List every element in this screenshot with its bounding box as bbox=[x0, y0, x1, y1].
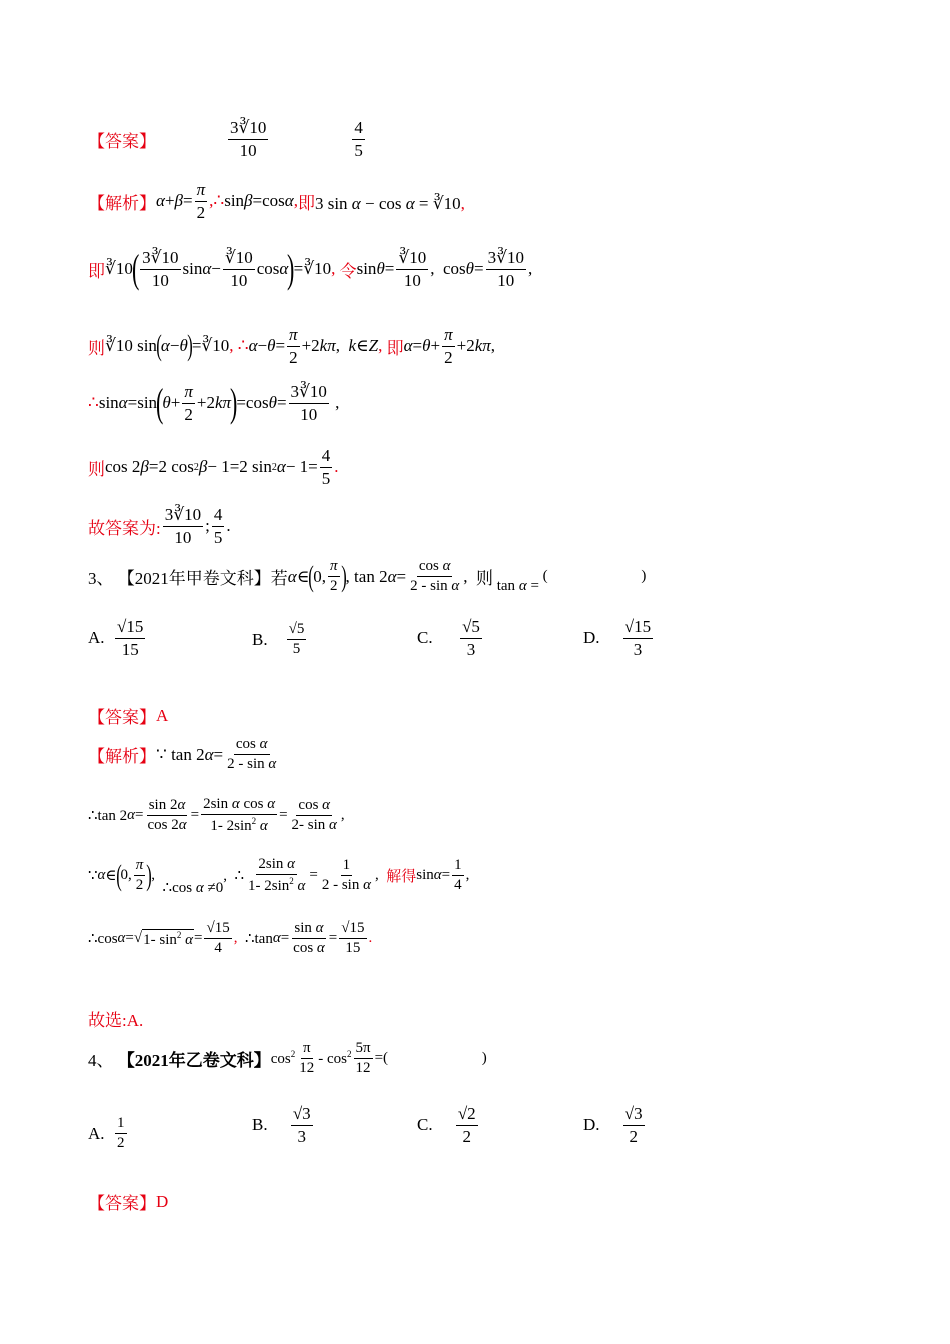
q4-option-a[interactable]: A. $\frac{1}{2}$ bbox=[88, 1115, 125, 1152]
q3-analysis-4: ∴cos α =√ 1- $\sin^2 \alpha$ = $\frac{√15}{4}$ , ∴tan α = $\frac{\text{sin α}}{\text{cos α}}$ = $\frac{√15}{15}$ . bbox=[88, 920, 373, 957]
question-4-stem: 4、 【2021年乙卷文科】 $\cos^2$ $\frac{\pi}{12}$ - $\cos^2$ $\frac{5\pi}{12}$ = ( ) bbox=[88, 1040, 487, 1077]
q3-conclusion: 故选:A. bbox=[88, 1011, 144, 1030]
q3-option-d[interactable]: D. $\frac{√15}{3}$ bbox=[583, 617, 652, 659]
q4-answer: D bbox=[156, 1191, 169, 1211]
q3-option-b[interactable]: B. $\frac{√5}{5}$ bbox=[252, 621, 305, 658]
question-3-stem: 3、 【2021年甲卷文科】 若 α ∈ ( 0, $\frac{\pi}{2}$ ) , tan 2 α = $\frac{\text{cos α}}{\text{2 - sin α}}$ , 则 tan α = ( ) bbox=[88, 558, 647, 595]
analysis-line-1-text: 即3 sin α − cos α = ∛10, bbox=[297, 193, 465, 213]
analysis-tag: 【解析】 bbox=[88, 193, 156, 213]
q3-option-c[interactable]: C. $\frac{√5}{3}$ bbox=[417, 617, 480, 659]
q4-option-b[interactable]: B. $\frac{√3}{3}$ bbox=[252, 1104, 311, 1146]
q3-option-a[interactable]: A. $\frac{√15}{15}$ bbox=[88, 617, 144, 659]
q3-answer-line: 【答案】 A bbox=[88, 705, 169, 727]
q4-option-c[interactable]: C. $\frac{√2}{2}$ bbox=[417, 1104, 476, 1146]
q3-answer: A bbox=[156, 705, 169, 725]
analysis-line-1: 【解析】 α + β = $\frac{\pi}{2}$ ,∴ sin β =cos α , 即3 sin α − cos α = ∛10, bbox=[88, 180, 465, 222]
answer-fraction-1: $\frac{3∛10}{10}$ bbox=[230, 118, 267, 160]
q4-option-d[interactable]: D. $\frac{√3}{2}$ bbox=[583, 1104, 643, 1146]
q3-analysis-2: ∴tan 2 α = $\frac{\sin 2\alpha}{\cos 2\alpha}$ = $\frac{\text{2sin α cos α}}{1- 2\sin^2 \alpha}$ = $\frac{\text{cos α}}{\text{2- sin α}}$ , bbox=[88, 796, 345, 835]
question-3-blank: ( ) bbox=[542, 568, 647, 585]
analysis-line-2: 即 ∛10 ( $\frac{3∛10}{10}$ sin α − $\frac{∛10}{10}$ cos α ) =∛10 , 令 sin θ = $\frac{∛10}{10}$ , cos θ = $\frac{3∛10}{10}$ , bbox=[88, 246, 533, 292]
answer-fraction-2: $\frac{4}{5}$ bbox=[354, 118, 363, 160]
analysis-line-5: 则 cos 2 β =2 cos 2 β − 1=2 sin 2 α − 1= $\frac{4}{5}$ . bbox=[88, 446, 339, 488]
analysis-line-4: ∴ sin α =sin ( θ + $\frac{\pi}{2}$ +2 kπ ) =cos θ = $\frac{3∛10}{10}$ , bbox=[88, 380, 340, 426]
answer-line-1 bbox=[88, 118, 367, 160]
question-3-source: 【2021年甲卷文科】 bbox=[117, 569, 271, 589]
q4-answer-line: 【答案】 D bbox=[88, 1191, 169, 1213]
question-4-blank: ( ) bbox=[383, 1050, 487, 1067]
q3-analysis-3: ∵ α ∈ ( 0, $\frac{\pi}{2}$ ) , ∴cos α ≠0 , ∴ $\frac{\text{2sin α}}{1- 2\sin^2 \alpha}$ = $\frac{1}{\text{2 - sin α}}$ , 解得 sin α = $\frac{1}{4}$ , bbox=[88, 856, 470, 897]
q3-analysis-1: 【解析】 ∵ tan 2 α = $\frac{\text{cos α}}{\text{2 - sin α}}$ bbox=[88, 736, 277, 773]
question-4-source: 【2021年乙卷文科】 bbox=[117, 1051, 271, 1071]
analysis-line-3: 则 ∛10 sin ( α − θ ) =∛10 , ∴ α − θ = $\frac{\pi}{2}$ +2 kπ , k ∈ Z , 即 α = θ + $\frac{\pi}{2}$ +2 kπ , bbox=[88, 325, 496, 367]
answer-tag: 【答案】 bbox=[88, 131, 156, 151]
conclusion-line: 故答案为: $\frac{3∛10}{10}$ ; $\frac{4}{5}$ . bbox=[88, 505, 231, 547]
